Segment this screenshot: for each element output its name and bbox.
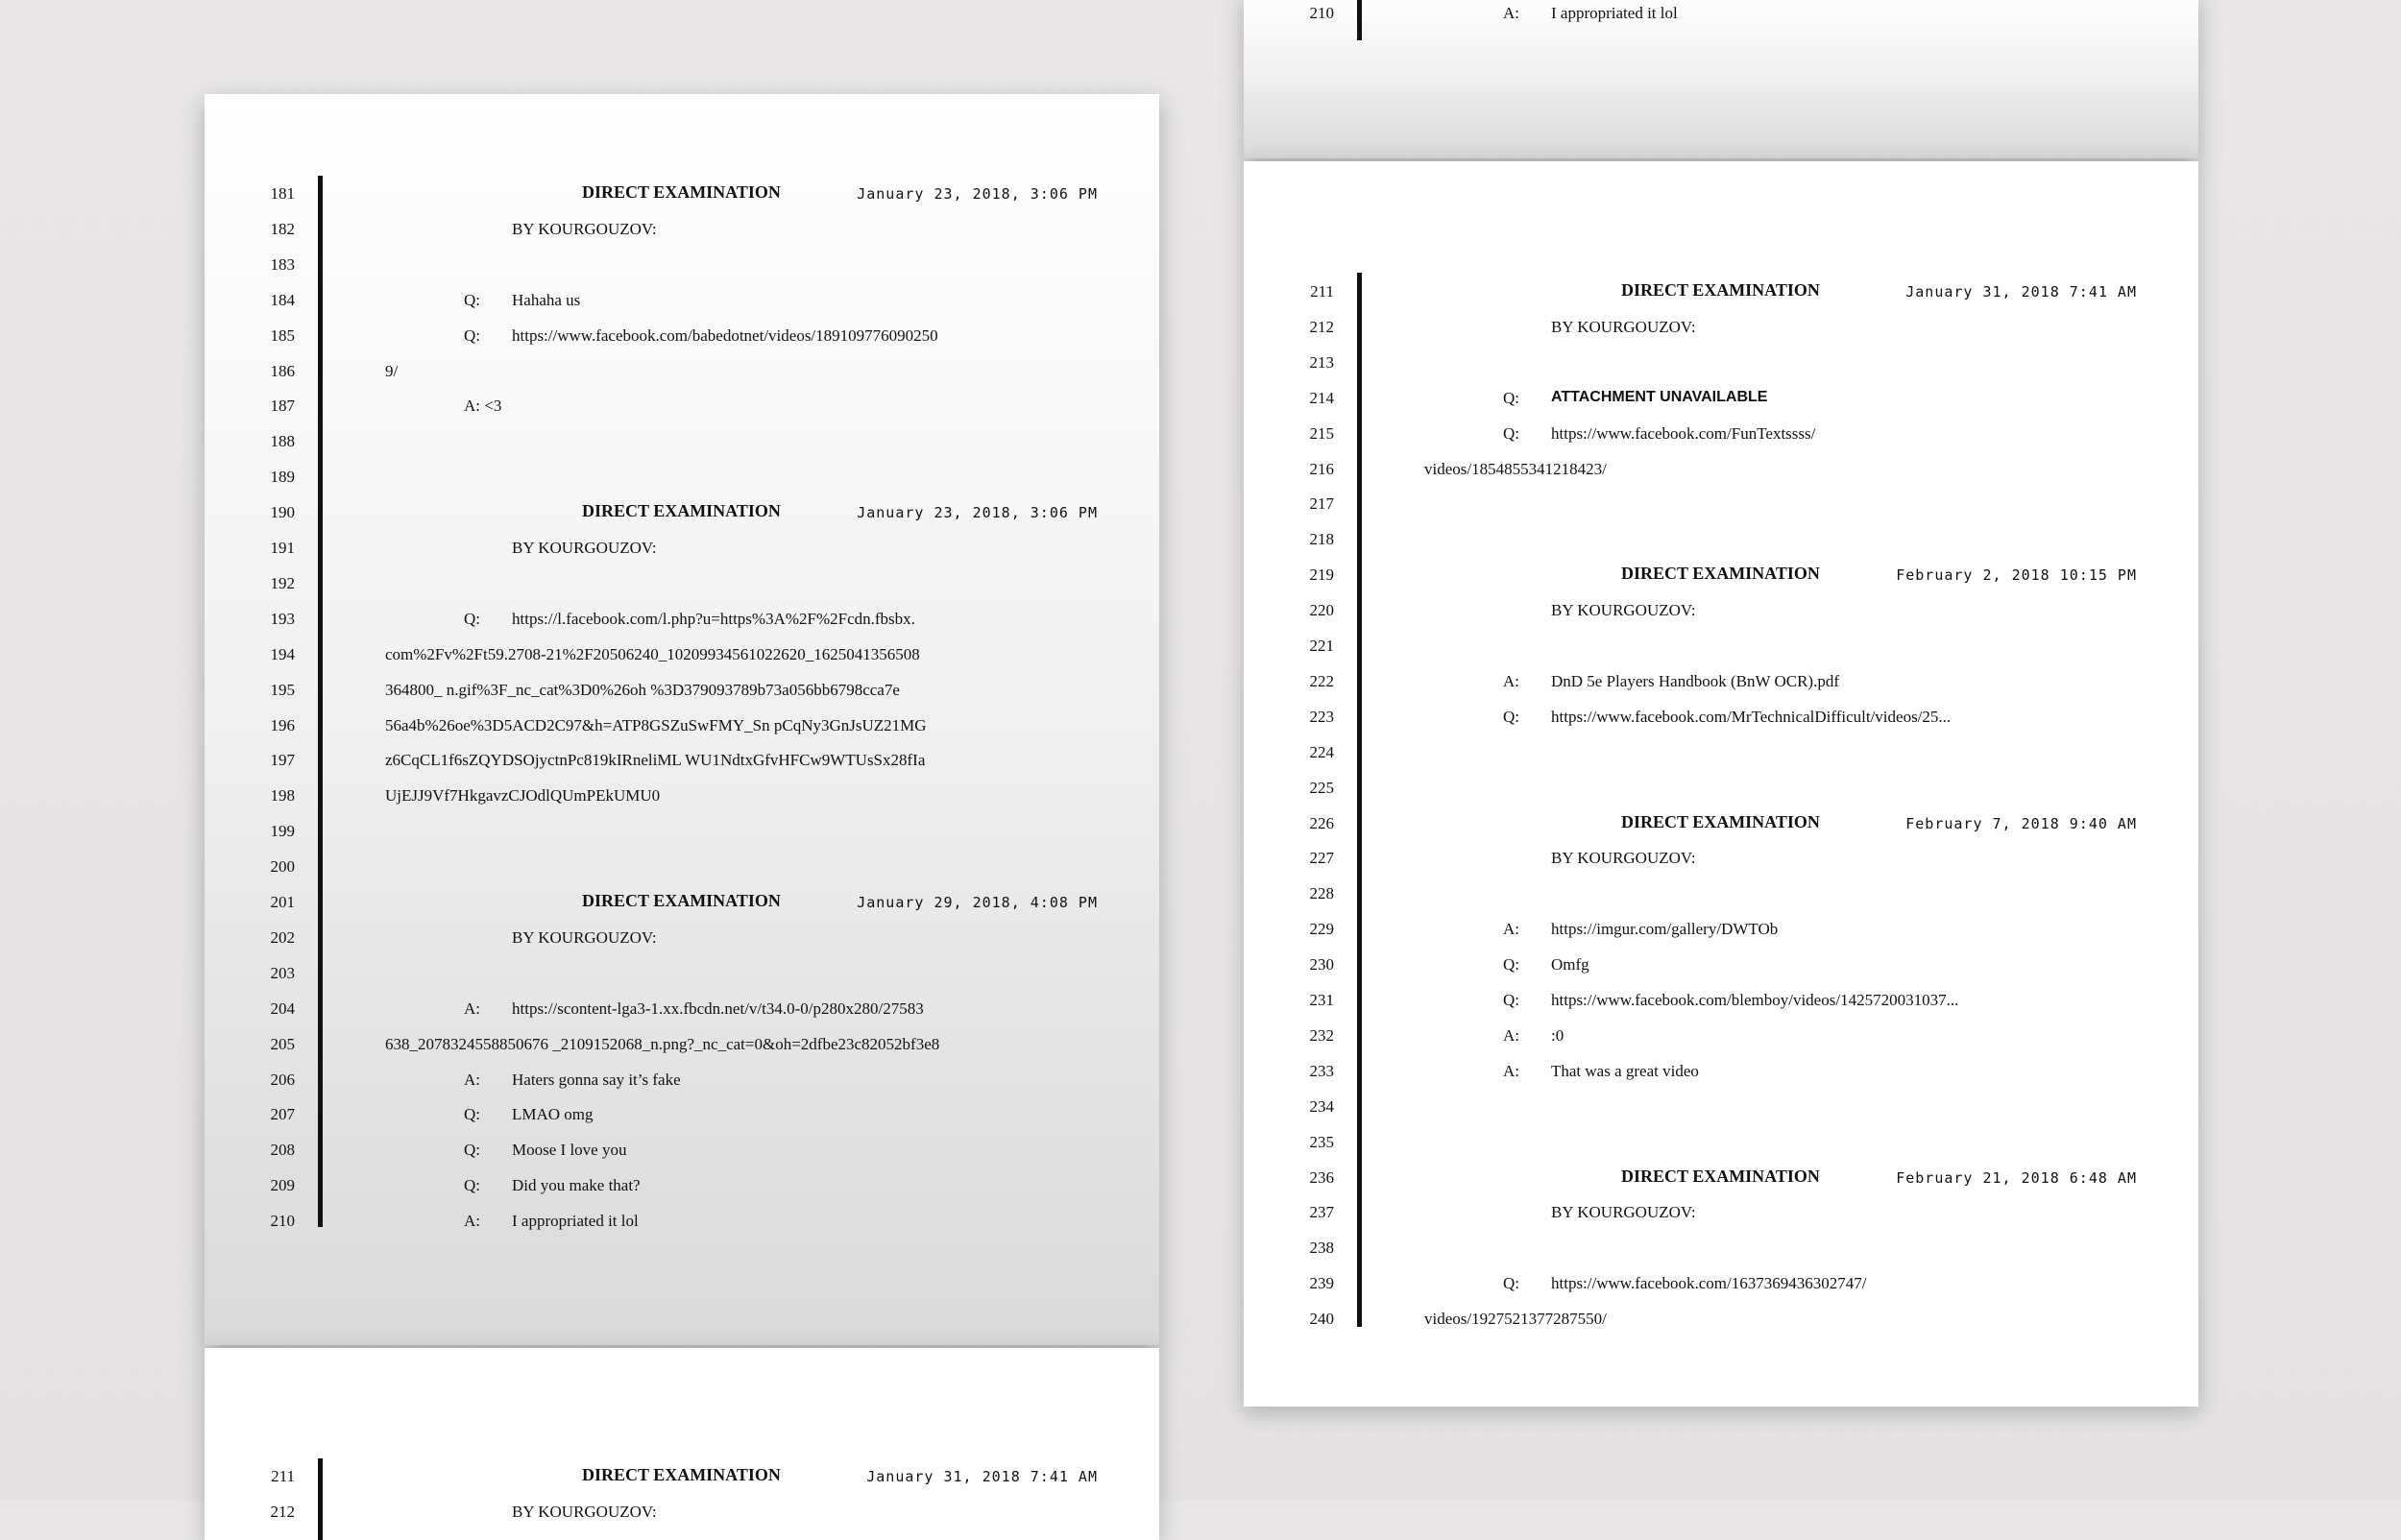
line-number: 227 — [1309, 849, 1334, 868]
line-number: 211 — [271, 1467, 295, 1485]
transcript-line — [205, 1071, 1159, 1099]
transcript-line — [1244, 1026, 2198, 1055]
transcript-line — [1244, 1062, 2198, 1091]
transcript-line — [205, 1105, 1159, 1134]
message-text: https://www.facebook.com/babedotnet/videos/189109776090250 — [512, 325, 938, 345]
message-text: I appropriated it lol — [1551, 4, 1678, 22]
line-number: 191 — [270, 539, 295, 557]
exam-header: DIRECT EXAMINATION — [582, 1465, 781, 1484]
transcript-line — [1244, 743, 2198, 772]
transcript-line — [205, 432, 1159, 461]
line-number: 223 — [1309, 707, 1334, 726]
speaker-tag: Q: — [464, 609, 480, 628]
exam-date: February 7, 2018 9:40 AM — [1905, 814, 2137, 832]
examiner-label: BY KOURGOUZOV: — [1551, 317, 1696, 336]
exam-header: DIRECT EXAMINATION — [1621, 811, 1820, 831]
line-number: 232 — [1309, 1025, 1334, 1045]
exam-date: January 23, 2018, 3:06 PM — [857, 185, 1098, 203]
message-text: Hahaha us — [512, 290, 581, 309]
message-continuation: com%2Fv%2Ft59.2708-21%2F20506240_10209934561022620_1625041356508 — [385, 644, 920, 663]
line-number: 211 — [1310, 282, 1334, 301]
transcript-line — [205, 539, 1159, 567]
line-number: 207 — [270, 1105, 295, 1124]
line-number: 214 — [1309, 388, 1334, 407]
transcript-line — [205, 786, 1159, 815]
transcript-line — [1244, 318, 2198, 347]
transcript-line — [1244, 460, 2198, 489]
speaker-tag: A: — [1503, 920, 1519, 939]
message-text: https://www.facebook.com/blemboy/videos/1425720031037... — [1551, 991, 1959, 1009]
exam-date: January 31, 2018 7:41 AM — [1905, 283, 2137, 301]
line-number: 210 — [1309, 4, 1334, 22]
exam-date: January 29, 2018, 4:08 PM — [857, 894, 1098, 911]
line-number: 205 — [270, 1034, 295, 1053]
transcript-line — [205, 893, 1159, 922]
message-text: https://www.facebook.com/FunTextssss/ — [1551, 423, 1816, 443]
exam-header: DIRECT EXAMINATION — [582, 891, 781, 910]
transcript-line — [205, 1141, 1159, 1169]
line-number: 194 — [270, 644, 295, 663]
line-number: 219 — [1309, 565, 1334, 585]
speaker-tag: A: — [1503, 1061, 1519, 1080]
line-number: 237 — [1309, 1203, 1334, 1222]
transcript-line — [205, 964, 1159, 993]
line-number: 209 — [270, 1176, 295, 1195]
transcript-line — [1244, 849, 2198, 878]
message-text: ATTACHMENT UNAVAILABLE — [1551, 388, 1768, 405]
line-number: 201 — [270, 893, 295, 911]
line-number: 212 — [270, 1502, 295, 1521]
line-number: 185 — [270, 325, 295, 345]
speaker-tag: Q: — [464, 1176, 480, 1195]
transcript-line — [205, 928, 1159, 957]
transcript-line — [205, 1035, 1159, 1064]
examiner-label: BY KOURGOUZOV: — [1551, 849, 1696, 868]
line-number: 240 — [1309, 1310, 1334, 1329]
line-number: 200 — [270, 857, 295, 877]
message-continuation: videos/1854855341218423/ — [1424, 459, 1607, 478]
transcript-line — [1244, 1203, 2198, 1232]
speaker-tag: Q: — [464, 325, 480, 345]
speaker-tag: Q: — [1503, 388, 1519, 407]
line-number: 212 — [1309, 317, 1334, 336]
message-text: That was a great video — [1551, 1061, 1699, 1080]
transcript-line — [1244, 1239, 2198, 1267]
line-number: 226 — [1309, 813, 1334, 832]
line-number: 182 — [270, 219, 295, 238]
transcript-line — [205, 857, 1159, 886]
message-continuation: 638_2078324558850676 _2109152068_n.png?_nc_cat=0&oh=2dfbe23c82052bf3e8 — [385, 1034, 940, 1053]
transcript-line — [205, 999, 1159, 1028]
line-number: 196 — [270, 715, 295, 734]
transcript-line — [205, 1467, 1159, 1496]
transcript-line — [205, 184, 1159, 213]
exam-date: January 23, 2018, 3:06 PM — [857, 504, 1098, 522]
line-number: 183 — [270, 254, 295, 274]
transcript-line — [1244, 494, 2198, 523]
right-lines — [1244, 161, 2198, 1407]
message-text: https://scontent-lga3-1.xx.fbcdn.net/v/t34.0-0/p280x280/27583 — [512, 999, 924, 1018]
line-number: 222 — [1309, 671, 1334, 690]
message-continuation: 364800_ n.gif%3F_nc_cat%3D0%26oh %3D379093789b73a056bb6798cca7e — [385, 680, 900, 699]
line-number: 216 — [1309, 459, 1334, 478]
transcript-line — [1244, 1274, 2198, 1303]
transcript-line — [1244, 955, 2198, 984]
transcript-line — [1244, 1133, 2198, 1162]
line-number: 215 — [1309, 423, 1334, 443]
line-number: 221 — [1309, 637, 1334, 655]
transcript-line — [205, 1176, 1159, 1205]
transcript-line — [1244, 1097, 2198, 1126]
line-number: 213 — [1309, 352, 1334, 372]
line-number: 235 — [1309, 1132, 1334, 1151]
line-number: 192 — [270, 573, 295, 592]
line-number: 190 — [270, 503, 295, 522]
speaker-tag: Q: — [1503, 707, 1519, 726]
speaker-tag: Q: — [464, 290, 480, 309]
transcript-line — [205, 291, 1159, 320]
examiner-label: BY KOURGOUZOV: — [1551, 601, 1696, 620]
transcript-line — [1244, 884, 2198, 913]
transcript-line — [1244, 565, 2198, 594]
line-number: 208 — [270, 1141, 295, 1160]
exam-date: February 21, 2018 6:48 AM — [1896, 1168, 2137, 1187]
transcript-line — [205, 610, 1159, 638]
transcript-line — [205, 220, 1159, 249]
line-number: 204 — [270, 999, 295, 1018]
transcript-line — [205, 716, 1159, 745]
speaker-tag: Q: — [464, 1141, 480, 1160]
line-number: 186 — [270, 361, 295, 380]
transcript-line — [1244, 920, 2198, 949]
message-continuation: z6CqCL1f6sZQYDSOjyctnPc819kIRneliML WU1NdtxGfvHFCw9WTUsSx28fIa — [385, 751, 926, 770]
line-number: 234 — [1309, 1096, 1334, 1116]
left-next-page — [205, 1348, 1159, 1540]
speaker-tag: Q: — [1503, 991, 1519, 1009]
line-number: 202 — [270, 927, 295, 947]
line-number: 203 — [270, 963, 295, 982]
exam-date: January 31, 2018 7:41 AM — [866, 1468, 1098, 1485]
exam-date: February 2, 2018 10:15 PM — [1896, 566, 2137, 585]
message-text: I appropriated it lol — [512, 1212, 639, 1231]
message-continuation: UjEJJ9Vf7HkgavzCJOdlQUmPEkUMU0 — [385, 786, 661, 806]
transcript-line — [205, 362, 1159, 391]
transcript-line — [205, 681, 1159, 710]
transcript-line — [205, 326, 1159, 355]
transcript-line — [205, 1212, 1159, 1240]
transcript-line — [205, 503, 1159, 532]
transcript-line — [1244, 779, 2198, 807]
speaker-tag: Q: — [464, 1105, 480, 1124]
speaker-tag: Q: — [1503, 955, 1519, 975]
transcript-line — [1244, 1168, 2198, 1197]
message-text: Did you make that? — [512, 1176, 641, 1195]
left-next-lines — [205, 1348, 1159, 1540]
message-text: https://imgur.com/gallery/DWTOb — [1551, 920, 1779, 939]
transcript-line — [205, 468, 1159, 496]
line-number: 193 — [270, 609, 295, 628]
line-number: 187 — [270, 397, 295, 416]
left-lines — [205, 94, 1159, 1345]
speaker-tag: A: — [1503, 4, 1519, 22]
exam-header: DIRECT EXAMINATION — [1621, 280, 1820, 300]
exam-header: DIRECT EXAMINATION — [1621, 1166, 1820, 1186]
transcript-line — [205, 397, 1159, 425]
right-transcript-page — [1244, 161, 2198, 1407]
transcript-line — [1244, 991, 2198, 1020]
line-number: 199 — [270, 822, 295, 841]
transcript-line — [1244, 389, 2198, 418]
message-continuation: 9/ — [385, 361, 399, 380]
right-previous-page — [1244, 0, 2198, 158]
line-number: 238 — [1309, 1239, 1334, 1258]
speaker-tag: Q: — [1503, 1274, 1519, 1293]
line-number: 239 — [1309, 1274, 1334, 1293]
transcript-line — [1244, 4, 2198, 33]
message-text: Haters gonna say it’s fake — [512, 1070, 681, 1089]
message-text: https://www.facebook.com/MrTechnicalDifficult/videos/25... — [1551, 707, 1952, 726]
speaker-tag: A: — [464, 999, 480, 1018]
line-number: 231 — [1309, 991, 1334, 1009]
message-text: Omfg — [1551, 955, 1589, 975]
transcript-line — [1244, 282, 2198, 311]
message-text: https://l.facebook.com/l.php?u=https%3A%2F%2Fcdn.fbsbx. — [512, 609, 915, 628]
transcript-line — [205, 751, 1159, 780]
left-transcript-page — [205, 94, 1159, 1345]
line-number: 218 — [1309, 530, 1334, 549]
line-number: 233 — [1309, 1061, 1334, 1080]
transcript-line — [205, 574, 1159, 603]
transcript-line — [1244, 353, 2198, 382]
examiner-label: BY KOURGOUZOV: — [1551, 1203, 1696, 1222]
line-number: 188 — [270, 432, 295, 451]
right-prev-lines — [1244, 0, 2198, 158]
line-number: 210 — [270, 1212, 295, 1231]
examiner-label: BY KOURGOUZOV: — [512, 539, 657, 557]
line-number: 198 — [270, 786, 295, 806]
line-number: 184 — [270, 290, 295, 309]
message-text: LMAO omg — [512, 1105, 594, 1124]
line-number: 229 — [1309, 920, 1334, 939]
transcript-line — [1244, 708, 2198, 736]
speaker-tag: A: — [464, 1070, 480, 1089]
transcript-line — [1244, 601, 2198, 630]
line-number: 224 — [1309, 742, 1334, 761]
transcript-line — [1244, 424, 2198, 453]
message-continuation: 56a4b%26oe%3D5ACD2C97&h=ATP8GSZuSwFMY_Sn pCqNy3GnJsUZ21MG — [385, 715, 927, 734]
line-number: 206 — [270, 1070, 295, 1089]
examiner-label: BY KOURGOUZOV: — [512, 1502, 657, 1521]
exam-header: DIRECT EXAMINATION — [582, 182, 781, 202]
speaker-tag: A: — [1503, 671, 1519, 690]
speaker-tag: A: — [1503, 1025, 1519, 1045]
message-continuation: videos/1927521377287550/ — [1424, 1310, 1607, 1329]
examiner-label: BY KOURGOUZOV: — [512, 927, 657, 947]
message-text: https://www.facebook.com/1637369436302747/ — [1551, 1274, 1867, 1293]
line-number: 195 — [270, 680, 295, 699]
message-text: :0 — [1551, 1025, 1564, 1045]
transcript-line — [1244, 530, 2198, 559]
message-text: DnD 5e Players Handbook (BnW OCR).pdf — [1551, 671, 1839, 690]
transcript-line — [205, 822, 1159, 851]
line-number: 230 — [1309, 955, 1334, 975]
message-text: Moose I love you — [512, 1141, 627, 1160]
line-number: 217 — [1309, 494, 1334, 514]
line-number: 236 — [1309, 1167, 1334, 1187]
line-number: 181 — [270, 184, 295, 203]
transcript-line — [1244, 1310, 2198, 1338]
line-number: 189 — [270, 468, 295, 487]
message-text: A: <3 — [464, 397, 502, 416]
speaker-tag: Q: — [1503, 423, 1519, 443]
transcript-line — [1244, 672, 2198, 701]
line-number: 197 — [270, 751, 295, 770]
transcript-line — [205, 1503, 1159, 1531]
line-number: 225 — [1309, 778, 1334, 797]
exam-header: DIRECT EXAMINATION — [1621, 564, 1820, 584]
transcript-line — [205, 255, 1159, 284]
transcript-line — [1244, 637, 2198, 665]
speaker-tag: A: — [464, 1212, 480, 1231]
exam-header: DIRECT EXAMINATION — [582, 501, 781, 521]
transcript-line — [205, 645, 1159, 674]
transcript-line — [1244, 811, 2198, 843]
examiner-label: BY KOURGOUZOV: — [512, 219, 657, 238]
line-number: 220 — [1309, 601, 1334, 620]
line-number: 228 — [1309, 884, 1334, 903]
